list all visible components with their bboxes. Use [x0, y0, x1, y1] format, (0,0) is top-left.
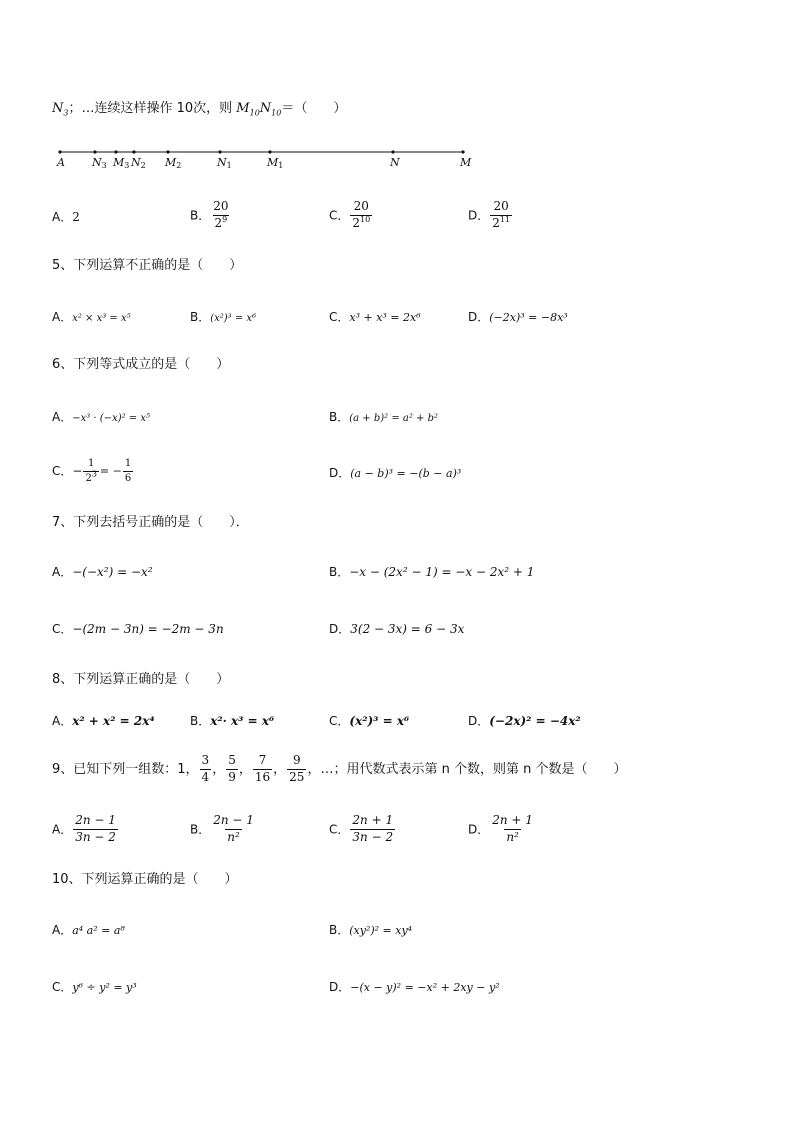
- denominator: [490, 215, 512, 231]
- den-exp: 10: [360, 214, 371, 224]
- q6-option-a[interactable]: [52, 411, 150, 424]
- option-expr: −(−x²) = −x²: [72, 565, 153, 579]
- q4-var-m: M: [236, 101, 250, 116]
- q5-option-a[interactable]: [52, 311, 131, 324]
- numerator: 9: [292, 753, 301, 767]
- option-label: C．: [329, 714, 350, 728]
- fraction: [211, 200, 230, 231]
- q4-intro-var: N: [52, 101, 64, 116]
- segment-point-label: M1: [267, 156, 284, 170]
- q10-option-c[interactable]: [52, 981, 137, 993]
- fraction: [350, 200, 372, 231]
- fraction: [73, 814, 118, 845]
- q4-intro-text: ；…连续这样操作 10次，则: [68, 101, 233, 116]
- option-label: A．: [52, 310, 73, 324]
- q5-option-b[interactable]: [190, 311, 256, 324]
- option-expr: x³ + x³ = 2x⁶: [349, 311, 421, 324]
- segment-point: [268, 150, 271, 153]
- segment-point-label: N3: [92, 156, 107, 170]
- denominator: [350, 215, 372, 231]
- den-exp: 9: [222, 214, 228, 224]
- fraction: [253, 754, 272, 785]
- segment-point: [461, 150, 464, 153]
- option-label: A．: [52, 565, 73, 579]
- q7-title: 7、下列去括号正确的是（ ）．: [52, 515, 249, 530]
- option-expr: −x³ · (−x)² = x⁵: [72, 413, 150, 424]
- q8-option-b[interactable]: [190, 715, 274, 727]
- q4-option-b[interactable]: [190, 200, 232, 231]
- numerator: 2n + 1: [352, 813, 394, 827]
- q4-var-n: N: [259, 101, 272, 116]
- segment-point-label: A: [57, 156, 65, 169]
- option-label: B．: [190, 208, 211, 223]
- denominator: n²: [227, 829, 240, 844]
- fraction: [287, 754, 306, 785]
- option-label: D．: [468, 208, 490, 223]
- option-expr: x² + x² = 2x⁴: [72, 714, 155, 728]
- q8-option-a[interactable]: [52, 715, 155, 727]
- option-expr: x² × x³ = x⁵: [72, 313, 131, 324]
- q9-option-d[interactable]: [468, 814, 536, 845]
- fraction: [490, 200, 512, 231]
- numerator: 2n − 1: [213, 813, 254, 827]
- segment-point: [93, 150, 96, 153]
- option-expr: −(x − y)² = −x² + 2xy − y²: [350, 981, 500, 994]
- option-expr: (x²)³ = x⁶: [210, 313, 257, 324]
- equals-sign: = −: [99, 464, 122, 478]
- fraction: [211, 814, 256, 845]
- option-label: B．: [329, 565, 350, 579]
- option-expr: a⁴ a² = a⁸: [72, 924, 125, 937]
- q8-title: 8、下列运算正确的是（ ）: [52, 672, 230, 687]
- separator: ，: [273, 761, 287, 777]
- fraction: [490, 814, 535, 845]
- option-label: D．: [468, 310, 490, 324]
- option-expr: 3(2 − 3x) = 6 − 3x: [350, 622, 465, 636]
- fraction: [226, 754, 238, 785]
- denominator: 4: [201, 769, 210, 784]
- option-expr: (x²)³ = x⁶: [349, 714, 410, 728]
- denominator: [213, 215, 230, 231]
- q8-option-d[interactable]: [468, 715, 581, 727]
- denominator: 9: [228, 769, 236, 784]
- segment-point-label: N1: [217, 156, 232, 170]
- option-expr: (a + b)² = a² + b²: [349, 413, 438, 424]
- q8-option-c[interactable]: [329, 715, 409, 727]
- option-label: C．: [329, 208, 350, 223]
- q5-option-c[interactable]: [329, 311, 421, 323]
- option-label: A．: [52, 923, 73, 937]
- option-label: B．: [329, 923, 350, 937]
- option-label: C．: [329, 310, 350, 324]
- q4-option-c[interactable]: [329, 200, 373, 231]
- segment-point: [132, 150, 135, 153]
- denominator: 3n − 2: [75, 829, 116, 844]
- segment-point-label: N: [390, 156, 400, 169]
- option-label: D．: [468, 822, 490, 837]
- numerator: 1: [124, 458, 132, 469]
- separator: ，: [212, 761, 226, 777]
- q4-option-a[interactable]: [52, 211, 80, 223]
- segment-point-label: M: [460, 156, 472, 169]
- den-exp: 3: [91, 469, 97, 479]
- segment-point: [58, 150, 61, 153]
- q7-option-c[interactable]: [52, 623, 224, 635]
- segment-point-label: N2: [131, 156, 146, 170]
- q4-option-d[interactable]: [468, 200, 513, 231]
- option-value: 2: [72, 210, 80, 224]
- q6-title: 6、下列等式成立的是（ ）: [52, 357, 230, 372]
- option-label: C．: [52, 464, 73, 478]
- segment-point: [166, 150, 169, 153]
- option-label: B．: [190, 310, 211, 324]
- q10-option-a[interactable]: [52, 924, 125, 936]
- option-label: A．: [52, 410, 73, 424]
- numerator: 2n − 1: [75, 813, 116, 827]
- q4-var-m-sub: 10: [249, 108, 260, 118]
- q10-option-b[interactable]: [329, 924, 412, 936]
- option-label: B．: [329, 410, 350, 424]
- option-expr: −x − (2x² − 1) = −x − 2x² + 1: [349, 565, 535, 579]
- den-base: 2: [214, 215, 223, 230]
- option-label: B．: [190, 714, 211, 728]
- q9-option-c[interactable]: [329, 814, 396, 845]
- numerator: 5: [228, 753, 236, 767]
- numerator: 1: [88, 458, 95, 469]
- q9-option-b[interactable]: [190, 814, 257, 845]
- denominator: n²: [506, 829, 519, 844]
- den-base: 2: [352, 215, 361, 230]
- numerator: 3: [201, 753, 210, 767]
- q9-option-a[interactable]: [52, 814, 119, 845]
- option-expr: −(2m − 3n) = −2m − 3n: [72, 622, 224, 636]
- option-label: C．: [329, 822, 350, 837]
- denominator: 16: [254, 769, 271, 784]
- q6-option-c[interactable]: [52, 458, 134, 484]
- denominator: 25: [289, 769, 305, 784]
- minus-sign: −: [72, 464, 83, 478]
- fraction: [123, 458, 133, 484]
- den-base: 2: [492, 215, 500, 230]
- segment-point: [114, 150, 117, 153]
- option-label: D．: [468, 714, 490, 728]
- numerator: 20: [213, 199, 229, 213]
- option-label: A．: [52, 822, 73, 837]
- q4-intro-sub: 3: [63, 108, 69, 118]
- option-expr: (−2x)² = −4x²: [489, 714, 581, 728]
- denominator: 3n − 2: [352, 829, 394, 844]
- segment-point-label: M3: [113, 156, 130, 170]
- numerator: 7: [258, 753, 267, 767]
- q6-option-d[interactable]: [329, 467, 461, 479]
- q10-option-d[interactable]: [329, 981, 500, 993]
- denominator: 6: [124, 472, 132, 484]
- q4-var-n-sub: 10: [271, 108, 282, 118]
- q10-title: 10、下列运算正确的是（ ）: [52, 872, 238, 887]
- denominator: [83, 471, 98, 485]
- option-label: B．: [190, 822, 211, 837]
- q6-option-b[interactable]: [329, 411, 438, 424]
- segment-point: [218, 150, 221, 153]
- separator: ，: [238, 761, 252, 777]
- q9-title: [52, 754, 626, 785]
- option-label: D．: [329, 980, 351, 994]
- q4-intro: [52, 101, 347, 118]
- segment-point: [391, 150, 394, 153]
- q9-title-suffix: ，…；用代数式表示第 n 个数，则第 n 个数是（ ）: [307, 761, 627, 777]
- option-expr: (a − b)³ = −(b − a)³: [350, 467, 462, 480]
- numerator: 2n + 1: [492, 813, 533, 827]
- den-exp: 11: [499, 214, 511, 224]
- fraction: [200, 754, 212, 785]
- segment-point-label: M2: [165, 156, 182, 170]
- option-label: C．: [52, 622, 73, 636]
- q7-option-a[interactable]: [52, 566, 153, 578]
- q7-option-b[interactable]: [329, 566, 534, 578]
- option-expr: (−2x)³ = −8x³: [489, 311, 568, 324]
- option-expr: x²· x³ = x⁶: [210, 714, 275, 728]
- den-base: 2: [85, 472, 92, 484]
- q4-intro-suffix: ＝（ ）: [281, 101, 347, 116]
- fraction: [83, 458, 98, 484]
- q5-title: 5、下列运算不正确的是（ ）: [52, 258, 243, 273]
- option-label: D．: [329, 622, 351, 636]
- fraction: [350, 814, 395, 845]
- option-expr: y⁶ ÷ y² = y³: [72, 981, 137, 994]
- option-label: D．: [329, 466, 351, 480]
- numerator: 20: [493, 199, 509, 213]
- segment-diagram: [50, 140, 480, 175]
- numerator: 20: [353, 199, 369, 213]
- option-label: C．: [52, 980, 73, 994]
- option-expr: (xy²)² = xy⁴: [349, 924, 413, 937]
- q7-option-d[interactable]: [329, 623, 464, 635]
- q9-title-prefix: 9、已知下列一组数：1，: [52, 761, 199, 777]
- option-label: A．: [52, 714, 73, 728]
- option-label: A．: [52, 210, 73, 224]
- q5-option-d[interactable]: [468, 311, 568, 323]
